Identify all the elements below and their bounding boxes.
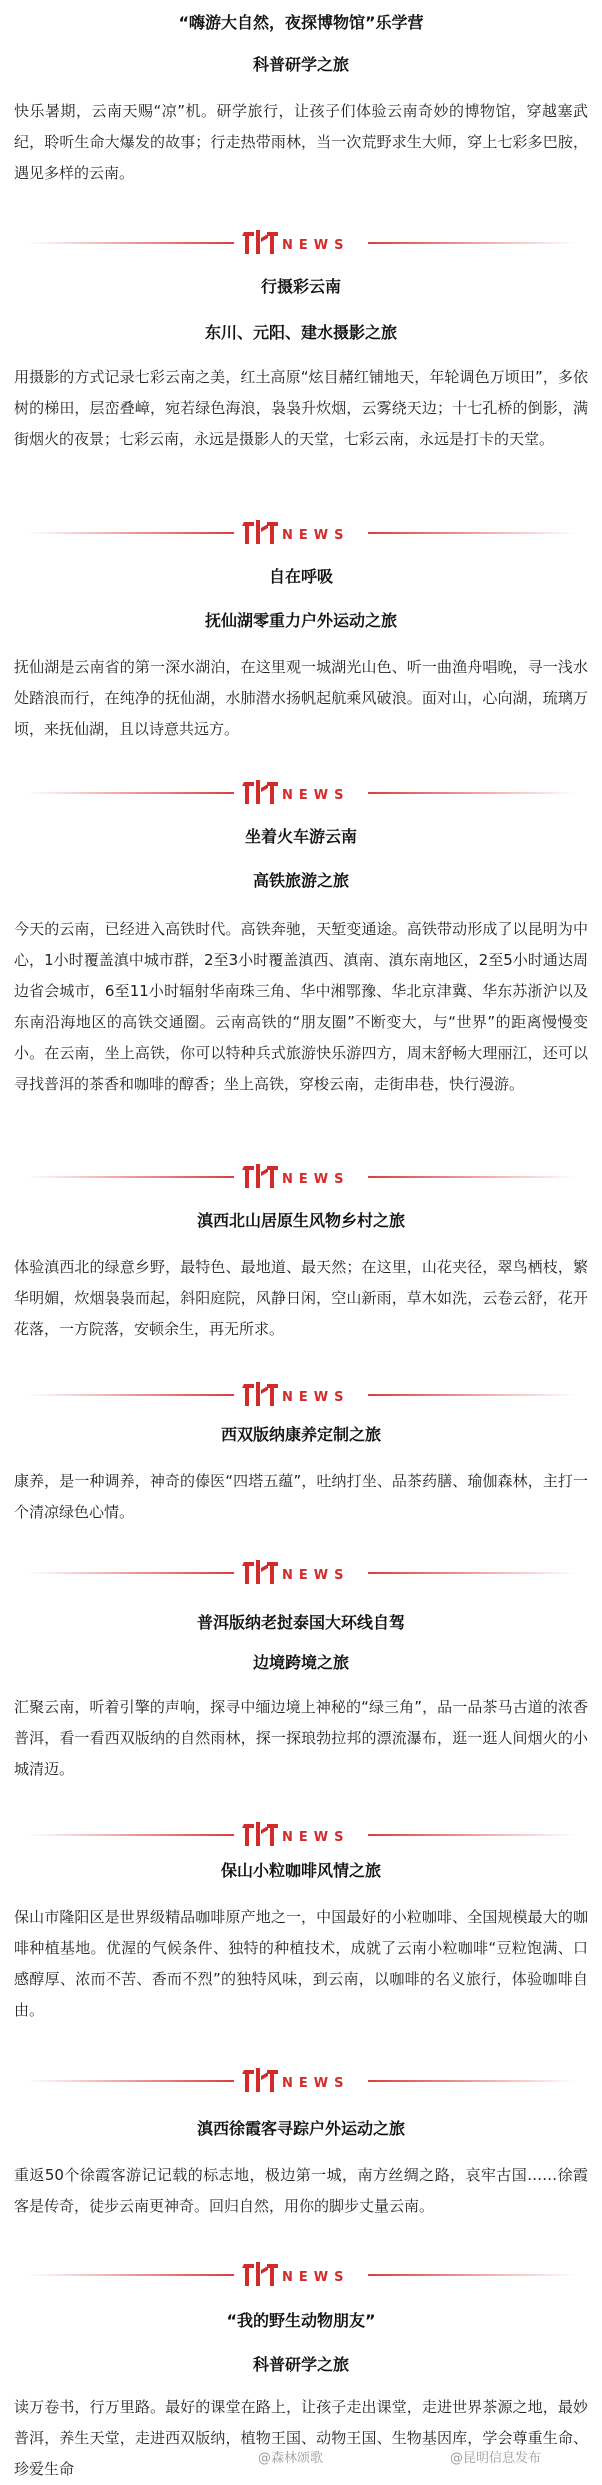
news-divider-9 (0, 2254, 602, 2294)
news-divider-4 (0, 1156, 602, 1196)
section-9-text: 重返50个徐霞客游记记载的标志地，极边第一城，南方丝绸之路，哀牢古国……徐霞客是传奇，徒步云南更神奇。回归自然，用你的脚步丈量云南。 (14, 2166, 588, 2215)
news-red-mark-icon (240, 776, 364, 808)
section-6-body (0, 1466, 602, 1528)
news-divider-1 (0, 222, 602, 262)
section-7-subtitle: 边境跨境之旅 (252, 1653, 349, 1672)
news-divider-6 (0, 1552, 602, 1592)
section-4-text: 今天的云南，已经进入高铁时代。高铁奔驰，天堑变通途。高铁带动形成了以昆明为中心，1小时覆盖滇中城市群，2至3小时覆盖滇西、滇南、滇东南地区，2至5小时通达周边省会城市，6至11小时辐射华南珠三角、华中湘鄂豫、华北京津冀、华东苏浙沪以及东南沿海地区的高铁交通圈。云南高铁的“朋友圈”不断变大，与“世界”的距离慢慢变小。在云南，坐上高铁，你可以特种兵式旅游快乐游四方，周末舒畅大理丽江，还可以寻找普洱的茶香和咖啡的醇香；坐上高铁，穿梭云南，走街串巷，快行漫游。 (14, 920, 588, 1093)
news-red-mark-icon (240, 226, 364, 258)
news-label: NEWS (282, 788, 350, 803)
news-red-mark-icon (240, 2064, 364, 2096)
section-1-title: “嗨游大自然，夜探博物馆”乐学营 (178, 13, 424, 32)
news-label: NEWS (282, 238, 350, 253)
watermark-left: @森林颂歌 (258, 2451, 324, 2466)
news-red-mark-icon (240, 1818, 364, 1850)
news-label: NEWS (282, 2270, 350, 2285)
news-label: NEWS (282, 1830, 350, 1845)
section-8-subtitle: 保山小粒咖啡风情之旅 (220, 1861, 381, 1880)
news-label: NEWS (282, 528, 350, 543)
section-7-body (0, 1692, 602, 1785)
section-9-body (0, 2160, 602, 2222)
news-red-mark-icon (240, 1378, 364, 1410)
section-3-title: 自在呼吸 (268, 567, 333, 586)
section-8-text: 保山市隆阳区是世界级精品咖啡原产地之一，中国最好的小粒咖啡、全国规模最大的咖啡种植基地。优渥的气候条件、独特的种植技术，成就了云南小粒咖啡“豆粒饱满、口感醇厚、浓而不苦、香而不烈”的独特风味，到云南，以咖啡的名义旅行，体验咖啡自由。 (14, 1908, 588, 2019)
section-4-title: 坐着火车游云南 (244, 827, 357, 846)
section-8-sub (0, 1860, 602, 1882)
section-10 (0, 2310, 602, 2332)
news-divider-2 (0, 512, 602, 552)
section-3 (0, 566, 602, 588)
section-7 (0, 1612, 602, 1634)
section-5-sub (0, 1210, 602, 1232)
section-3-sub (0, 610, 602, 632)
news-red-mark-icon (240, 2258, 364, 2290)
section-1-subtitle: 科普研学之旅 (252, 55, 349, 74)
section-2-body (0, 362, 602, 455)
section-3-body (0, 652, 602, 745)
news-red-mark-icon (240, 516, 364, 548)
section-10-text: 读万卷书，行万里路。最好的课堂在路上，让孩子走出课堂，走进世界茶源之地，最妙普洱，养生天堂，走进西双版纳，植物王国、动物王国、生物基因库，学会尊重生命、珍爱生命 (14, 2398, 588, 2478)
section-2-text: 用摄影的方式记录七彩云南之美，红土高原“炫目赭红铺地天，年轮调色万顷田”，多依树的梯田，层峦叠嶂，宛若绿色海浪，袅袅升炊烟，云雾绕天边；十七孔桥的倒影，满街烟火的夜景；七彩云南，永远是摄影人的天堂，七彩云南，永远是打卡的天堂。 (14, 368, 588, 448)
news-label: NEWS (282, 1390, 350, 1405)
section-7-text: 汇聚云南，听着引擎的声响，探寻中缅边境上神秘的“绿三角”，品一品茶马古道的浓香普洱，看一看西双版纳的自然雨林，探一探琅勃拉邦的漂流瀑布，逛一逛人间烟火的小城清迈。 (14, 1698, 588, 1778)
news-label: NEWS (282, 1172, 350, 1187)
section-7-sub (0, 1652, 602, 1674)
section-9-subtitle: 滇西徐霞客寻踪户外运动之旅 (196, 2119, 405, 2138)
news-label: NEWS (282, 2076, 350, 2091)
section-1-body (0, 96, 602, 189)
section-10-sub (0, 2354, 602, 2376)
section-9-sub (0, 2118, 602, 2140)
section-6-subtitle: 西双版纳康养定制之旅 (220, 1425, 381, 1444)
watermark-right: @昆明信息发布 (450, 2451, 542, 2466)
section-2-sub (0, 322, 602, 344)
section-5-subtitle: 滇西北山居原生风物乡村之旅 (196, 1211, 405, 1230)
section-1-sub (0, 54, 602, 76)
news-divider-8 (0, 2060, 602, 2100)
section-3-subtitle: 抚仙湖零重力户外运动之旅 (204, 611, 397, 630)
section-7-title: 普洱版纳老挝泰国大环线自驾 (196, 1613, 405, 1632)
news-label: NEWS (282, 1568, 350, 1583)
section-6-text: 康养，是一种调养，神奇的傣医“四塔五蕴”，吐纳打坐、品茶药膳、瑜伽森林，主打一个清凉绿色心情。 (14, 1472, 588, 1521)
section-6-sub (0, 1424, 602, 1446)
section-8-body (0, 1902, 602, 2026)
section-10-body (0, 2392, 602, 2485)
section-4-sub (0, 870, 602, 892)
section-1 (0, 12, 602, 34)
section-10-subtitle: 科普研学之旅 (252, 2355, 349, 2374)
section-10-title: “我的野生动物朋友” (226, 2311, 376, 2330)
section-4 (0, 826, 602, 848)
news-divider-5 (0, 1374, 602, 1414)
section-3-text: 抚仙湖是云南省的第一深水湖泊，在这里观一城湖光山色、听一曲渔舟唱晚，寻一浅水处踏浪而行，在纯净的抚仙湖，水肺潜水扬帆起航乘风破浪。面对山，心向湖，琉璃万顷，来抚仙湖，且以诗意共远方。 (14, 658, 588, 738)
news-red-mark-icon (240, 1160, 364, 1192)
news-divider-3 (0, 772, 602, 812)
section-2 (0, 276, 602, 298)
section-4-body (0, 914, 602, 1100)
news-divider-7 (0, 1814, 602, 1854)
section-2-title: 行摄彩云南 (260, 277, 341, 296)
section-5-text: 体验滇西北的绿意乡野，最特色、最地道、最天然；在这里，山花夹径，翠鸟栖枝，繁华明媚，炊烟袅袅而起，斜阳庭院，风静日闲，空山新雨，草木如洗，云卷云舒，花开花落，一方院落，安顿余生，再无所求。 (14, 1258, 588, 1338)
section-1-text: 快乐暑期，云南天赐“凉”机。研学旅行，让孩子们体验云南奇妙的博物馆，穿越塞武纪，聆听生命大爆发的故事；行走热带雨林，当一次荒野求生大师，穿上七彩多巴胺，遇见多样的云南。 (14, 102, 588, 182)
section-4-subtitle: 高铁旅游之旅 (252, 871, 349, 890)
news-red-mark-icon (240, 1556, 364, 1588)
section-5-body (0, 1252, 602, 1345)
section-2-subtitle: 东川、元阳、建水摄影之旅 (204, 323, 397, 342)
